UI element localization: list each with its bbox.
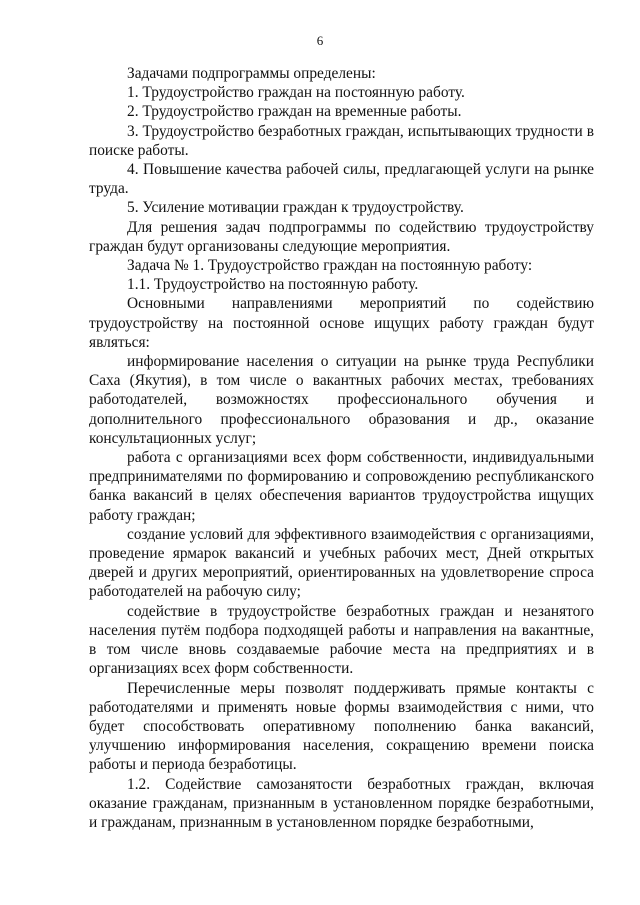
paragraph: 1.1. Трудоустройство на постоянную работу.	[127, 276, 419, 294]
paragraph: создание условий для эффективного взаимодействия с организациями, проведение ярмарок вакансий и учебных рабочих мест, Дней открытых дверей и других мероприятий, ориентированных на удовлетворение спроса работодателей на рабочую силу;	[89, 525, 594, 601]
page-number: 6	[316, 33, 324, 48]
paragraph: 4. Повышение качества рабочей силы, предлагающей услуги на рынке труда.	[89, 161, 594, 198]
paragraph: Перечисленные меры позволят поддерживать прямые контакты с работодателями и применять новые формы взаимодействия с ними, что будет способствовать оперативному пополнению банка вакансий, улучшению информирования населения, сокращению времени поиска работы и периода безработицы.	[89, 679, 594, 774]
paragraph: работа с организациями всех форм собственности, индивидуальными предпринимателями по формированию и сопровождению республиканского банка вакансий в целях обеспечения вариантов трудоустройства ищущих работу граждан;	[89, 449, 594, 524]
document-body	[89, 64, 594, 832]
paragraph: 2. Трудоустройство граждан на временные работы.	[127, 103, 462, 121]
paragraph: информирование населения о ситуации на рынке труда Республики Саха (Якутия), в том числе о вакантных рабочих местах, требованиях работодателей, возможностях профессионального обучения и дополнительного профессионального образования и др., оказание консультационных услуг;	[89, 353, 594, 447]
paragraph: Задача № 1. Трудоустройство граждан на постоянную работу:	[127, 257, 533, 275]
paragraph: 5. Усиление мотивации граждан к трудоустройству.	[127, 199, 464, 217]
paragraph: содействие в трудоустройстве безработных граждан и незанятого населения путём подбора подходящей работы и направления на вакантные, в том числе вновь создаваемые рабочие места на предприятиях и в организациях всех форм собственности.	[89, 602, 594, 678]
paragraph: 3. Трудоустройство безработных граждан, испытывающих трудности в поиске работы.	[89, 122, 594, 159]
paragraph: Для решения задач подпрограммы по содействию трудоустройству граждан будут организованы следующие мероприятия.	[89, 218, 594, 255]
paragraph: Основными направлениями мероприятий по содействию трудоустройству на постоянной основе ищущих работу граждан будут являться:	[89, 295, 594, 351]
paragraph: 1. Трудоустройство граждан на постоянную работу.	[127, 84, 465, 102]
paragraph: Задачами подпрограммы определены:	[127, 65, 376, 82]
paragraph: 1.2. Содействие самозанятости безработных граждан, включая оказание гражданам, признанным в установленном порядке безработными, и гражданам, признанным в установленном порядке безработными,	[89, 775, 594, 831]
